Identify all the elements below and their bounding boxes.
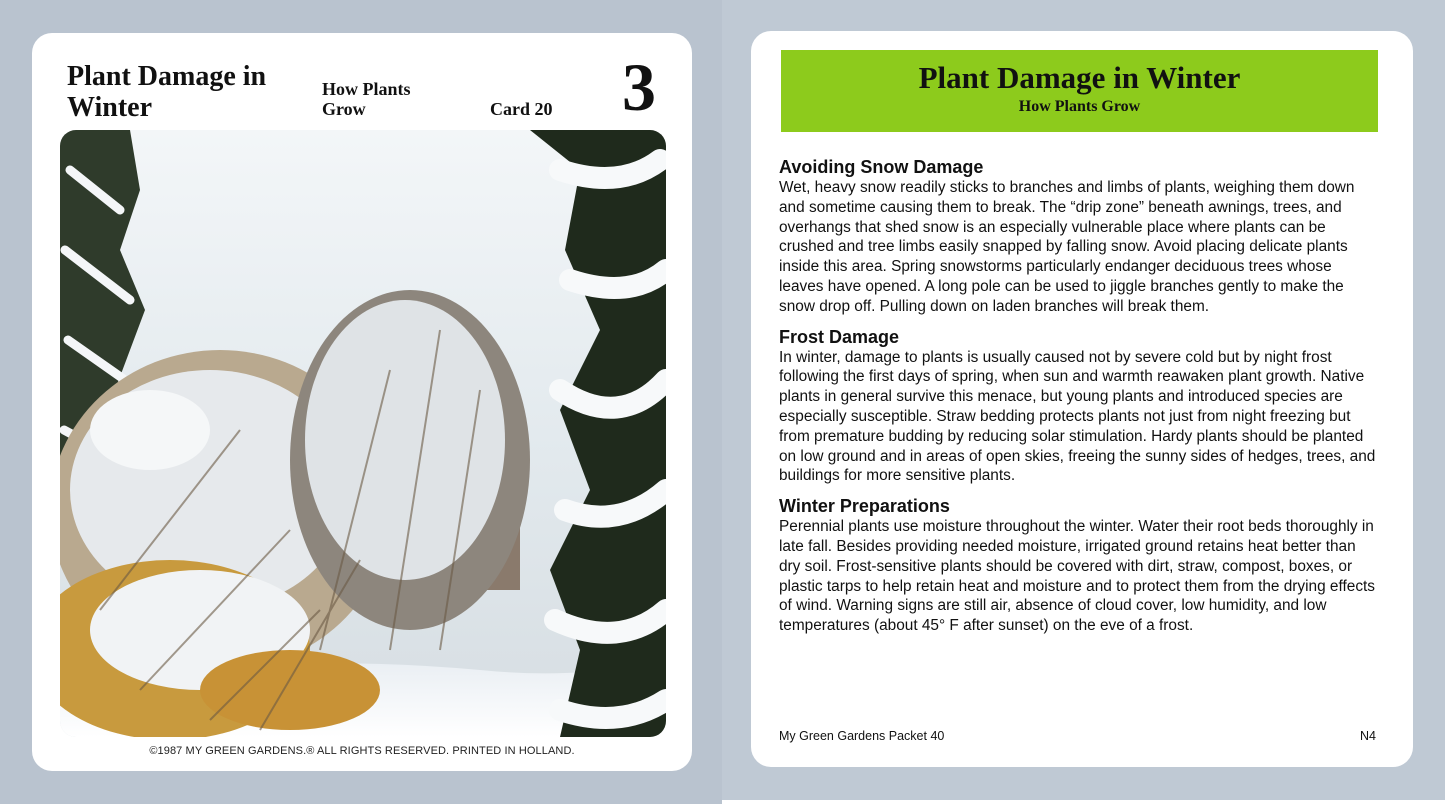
section-avoiding-snow-damage bbox=[779, 157, 1379, 317]
copyright-notice: ©1987 MY GREEN GARDENS.® ALL RIGHTS RESERVED. PRINTED IN HOLLAND. bbox=[149, 745, 575, 757]
packet-label: My Green Gardens Packet 40 bbox=[779, 729, 945, 743]
snowy-garden-photo bbox=[60, 130, 666, 737]
section-frost-damage bbox=[779, 327, 1379, 487]
back-content bbox=[779, 157, 1379, 646]
front-subject: How Plants Grow bbox=[322, 79, 411, 119]
card-code: N4 bbox=[1360, 729, 1376, 743]
back-subject: How Plants Grow bbox=[1018, 98, 1141, 115]
section-heading: Frost Damage bbox=[779, 326, 900, 347]
card-back bbox=[751, 31, 1413, 767]
section-winter-preparations bbox=[779, 496, 1379, 636]
section-heading: Avoiding Snow Damage bbox=[779, 157, 984, 177]
back-header-banner bbox=[781, 50, 1378, 132]
back-title: Plant Damage in Winter bbox=[918, 60, 1241, 95]
front-title: Plant Damage in Winter bbox=[67, 61, 267, 123]
front-card-number: 3 bbox=[622, 49, 656, 125]
card-front bbox=[32, 33, 692, 771]
section-heading: Winter Preparations bbox=[779, 496, 950, 517]
section-text: Wet, heavy snow readily sticks to branches and limbs of plants, weighing them down and sometime causing them to break. The “drip zone” beneath awnings, trees, and overhangs that shed snow is an especially vulnerable place where plants can be crushed and tree limbs easily snapped by falling snow. Avoid placing delicate plants inside this area. Spring snowstorms particularly endanger deciduous trees whose leaves have opened. A long pole can be used to jiggle branches gently to make the snow drop off. Pulling down on laden branches will break them. bbox=[779, 179, 1355, 315]
section-text: Perennial plants use moisture throughout the winter. Water their root beds thoroughly in late fall. Besides providing needed moisture, irrigated ground retains heat better than dry soil. Frost-sensitive plants should be covered with dirt, straw, compost, boxes, or plastic tarps to help retain heat and moisture and to protect them from the drying effects of wind. Warning signs are still air, absence of cloud cover, low humidity, and low temperatures (about 45° F after sunset) on the eve of a frost. bbox=[779, 518, 1375, 635]
section-text: In winter, damage to plants is usually caused not by severe cold but by night frost following the first days of spring, when sun and warmth reawaken plant growth. Native plants in general survive this menace, but young plants and introduced species are especially susceptible. Straw bedding protects plants not just from night freezing but from premature budding by reducing solar stimulation. Hardy plants should be planted on low ground and in areas of open skies, freeing the sunny sides of hedges, trees, and buildings for more sensitive plants. bbox=[779, 348, 1376, 485]
front-card-label: Card 20 bbox=[490, 99, 553, 119]
